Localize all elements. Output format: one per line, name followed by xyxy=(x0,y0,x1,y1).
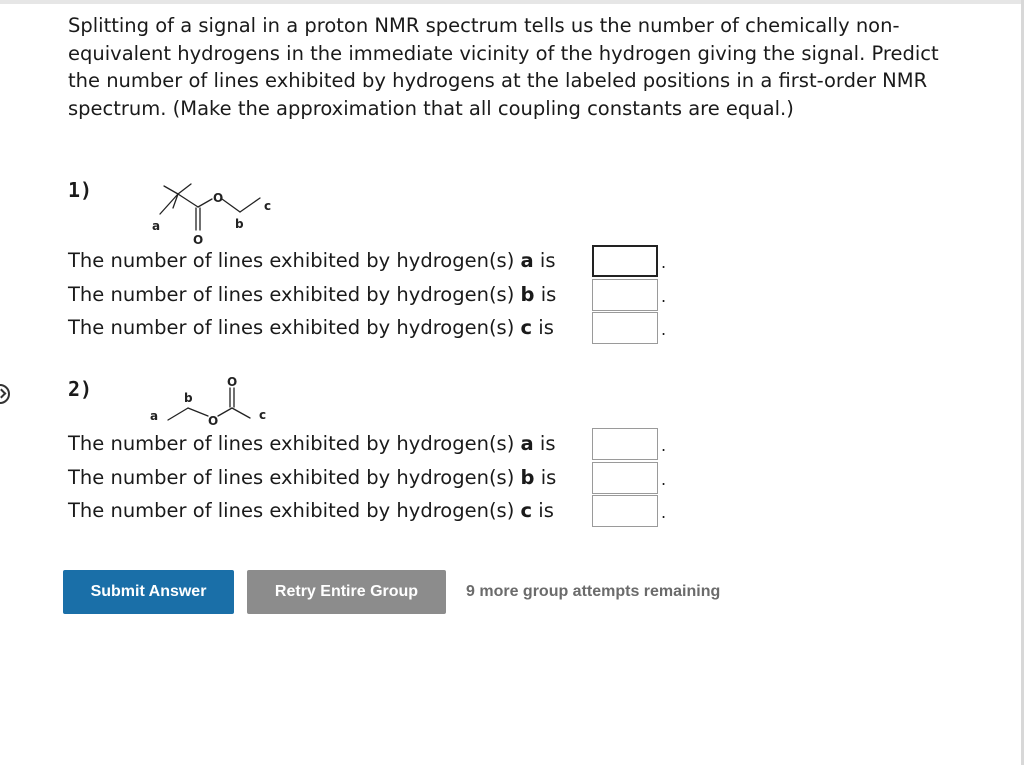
row-label: c xyxy=(520,316,533,339)
row-suffix: is xyxy=(533,249,556,272)
question-2-structure xyxy=(140,372,280,428)
row-label: a xyxy=(520,249,534,272)
answer-1c-input[interactable] xyxy=(592,312,658,344)
question-intro: Splitting of a signal in a proton NMR spectrum tells us the number of chemically non-equivalent hydrogens in the immediate vicinity of the hydrogen giving the signal. Predict the number of lines exhibited by hydrogens at the labeled positions in a first-order NMR spectrum. (Make the approximation that all coupling constants are equal.) xyxy=(68,14,939,120)
row-period: . xyxy=(661,287,667,306)
row-period: . xyxy=(661,503,667,522)
structure-1-label-b: b xyxy=(235,217,244,231)
row-suffix: is xyxy=(532,499,554,522)
attempts-remaining-text: 9 more group attempts remaining xyxy=(466,583,721,600)
row-prefix: The number of lines exhibited by hydrogen(s) xyxy=(68,466,521,489)
answer-2c-input[interactable] xyxy=(592,495,658,527)
structure-2-label-a: a xyxy=(150,409,159,423)
submit-answer-button[interactable]: Submit Answer xyxy=(63,570,234,614)
row-suffix: is xyxy=(534,466,557,489)
question-1-row-c xyxy=(68,312,554,344)
retry-entire-group-button[interactable]: Retry Entire Group xyxy=(247,570,446,614)
question-2-number: 2) xyxy=(68,377,93,401)
chevron-right-icon[interactable] xyxy=(0,384,10,404)
question-2-row-c xyxy=(68,495,554,527)
answer-2b-input[interactable] xyxy=(592,462,658,494)
answer-1a-input[interactable] xyxy=(592,245,658,277)
row-prefix: The number of lines exhibited by hydrogen(s) xyxy=(68,316,521,339)
structure-2-ester-o: O xyxy=(208,414,219,428)
question-1-number: 1) xyxy=(68,178,93,202)
top-divider xyxy=(0,0,1024,4)
structure-2-label-b: b xyxy=(184,391,193,405)
question-1-row-b xyxy=(68,279,556,311)
question-2-row-b xyxy=(68,462,556,494)
row-period: . xyxy=(661,470,667,489)
structure-1-label-a: a xyxy=(152,219,161,233)
row-suffix: is xyxy=(534,283,557,306)
structure-1-ester-o: O xyxy=(213,191,224,205)
answer-1b-input[interactable] xyxy=(592,279,658,311)
question-1-row-a xyxy=(68,245,555,277)
structure-2-carbonyl-o: O xyxy=(227,375,238,389)
row-label: b xyxy=(520,466,535,489)
row-suffix: is xyxy=(532,316,554,339)
structure-1-carbonyl-o: O xyxy=(193,233,204,247)
row-label: b xyxy=(520,283,535,306)
row-prefix: The number of lines exhibited by hydrogen(s) xyxy=(68,432,521,455)
answer-2a-input[interactable] xyxy=(592,428,658,460)
row-prefix: The number of lines exhibited by hydrogen(s) xyxy=(68,283,521,306)
row-prefix: The number of lines exhibited by hydrogen(s) xyxy=(68,249,521,272)
question-1-structure xyxy=(140,176,280,248)
row-label: a xyxy=(520,432,534,455)
row-period: . xyxy=(661,436,667,455)
row-prefix: The number of lines exhibited by hydrogen(s) xyxy=(68,499,521,522)
row-suffix: is xyxy=(533,432,556,455)
row-label: c xyxy=(520,499,533,522)
row-period: . xyxy=(661,253,667,272)
row-period: . xyxy=(661,320,667,339)
structure-1-label-c: c xyxy=(264,199,272,213)
structure-2-label-c: c xyxy=(259,408,267,422)
question-2-row-a xyxy=(68,428,555,460)
